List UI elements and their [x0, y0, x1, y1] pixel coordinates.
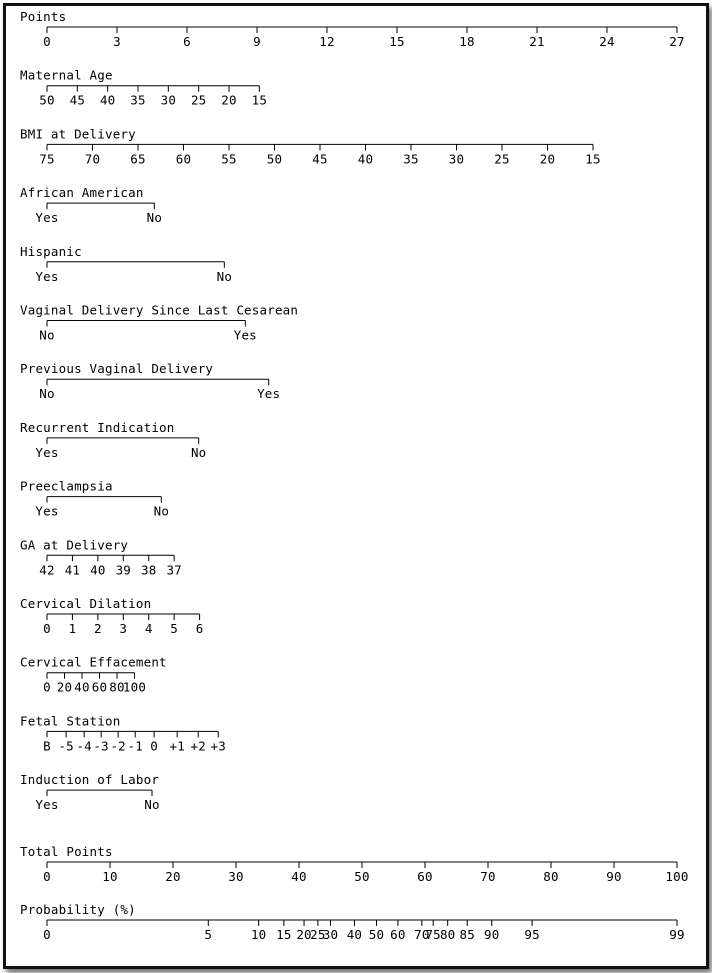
induction-tick-label: No [144, 797, 160, 813]
probability-tick-label: 5 [204, 927, 213, 942]
vbac_since-tick-label: Yes [233, 327, 257, 343]
total_points-tick-label: 100 [665, 869, 689, 884]
effacement-tick-label: 100 [122, 679, 147, 695]
recurrent-tick-label: Yes [35, 444, 59, 460]
ga-tick-label: 42 [39, 562, 55, 578]
station-title: Fetal Station [20, 713, 121, 729]
maternal_age-tick-label: 15 [251, 92, 268, 108]
points-tick-label: 12 [319, 34, 335, 49]
prev_vaginal-title: Previous Vaginal Delivery [20, 361, 214, 377]
dilation-tick-label: 2 [93, 621, 102, 636]
station-tick-label: +1 [169, 738, 185, 754]
bmi-tick-label: 70 [84, 151, 101, 167]
bmi-tick-label: 35 [403, 151, 419, 167]
bmi-tick-label: 30 [448, 151, 465, 167]
ga-title: GA at Delivery [20, 537, 129, 553]
total_points-tick-label: 50 [354, 869, 370, 884]
probability-tick-label: 80 [439, 927, 456, 942]
dilation-tick-label: 4 [144, 621, 153, 636]
hispanic-tick-label: Yes [35, 268, 59, 284]
african_american-tick-label: Yes [35, 210, 59, 226]
probability-tick-label: 25 [310, 927, 326, 942]
probability-tick-label: 10 [250, 927, 267, 942]
points-tick-label: 18 [459, 34, 475, 49]
station-tick-label: -5 [58, 738, 74, 754]
hispanic-tick-label: No [216, 268, 233, 284]
effacement-tick-label: 80 [109, 679, 125, 695]
total_points-tick-label: 80 [543, 869, 559, 884]
maternal_age-tick-label: 45 [69, 92, 86, 108]
probability-tick-label: 90 [484, 927, 500, 942]
dilation-tick-label: 3 [119, 621, 128, 636]
points-tick-label: 0 [43, 34, 51, 49]
effacement-tick-label: 0 [43, 679, 51, 695]
station-tick-label: -1 [127, 738, 143, 754]
station-tick-label: B [43, 738, 51, 754]
recurrent-tick-label: No [190, 444, 207, 460]
dilation-tick-label: 1 [68, 621, 77, 636]
total_points-tick-label: 90 [606, 869, 622, 884]
probability-tick-label: 0 [43, 927, 51, 942]
total_points-tick-label: 30 [228, 869, 244, 884]
points-tick-label: 27 [669, 34, 685, 49]
prev_vaginal-tick-label: Yes [257, 386, 281, 402]
points-tick-label: 15 [389, 34, 405, 49]
probability-tick-label: 60 [390, 927, 406, 942]
probability-tick-label: 40 [346, 927, 363, 942]
ga-tick-label: 40 [90, 562, 106, 578]
total_points-tick-label: 40 [291, 869, 307, 884]
effacement-tick-label: 40 [74, 679, 90, 695]
maternal_age-tick-label: 30 [160, 92, 177, 108]
maternal_age-title: Maternal Age [20, 67, 113, 83]
maternal_age-tick-label: 50 [39, 92, 55, 108]
maternal_age-tick-label: 20 [221, 92, 237, 108]
ga-tick-label: 39 [115, 562, 132, 578]
total_points-tick-label: 20 [165, 869, 181, 884]
preeclampsia-tick-label: Yes [35, 503, 59, 519]
ga-tick-label: 38 [141, 562, 157, 578]
ga-tick-label: 41 [64, 562, 81, 578]
bmi-tick-label: 20 [539, 151, 556, 167]
points-tick-label: 6 [183, 34, 191, 49]
african_american-tick-label: No [146, 210, 163, 226]
points-tick-label: 9 [253, 34, 261, 49]
bmi-tick-label: 40 [357, 151, 374, 167]
maternal_age-tick-label: 35 [130, 92, 146, 108]
probability-tick-label: 95 [524, 927, 540, 942]
bmi-tick-label: 55 [221, 151, 237, 167]
maternal_age-tick-label: 40 [99, 92, 116, 108]
bmi-tick-label: 45 [312, 151, 328, 167]
nomogram-frame [3, 3, 709, 969]
bmi-tick-label: 75 [39, 151, 55, 167]
bmi-tick-label: 60 [175, 151, 192, 167]
probability-tick-label: 50 [368, 927, 385, 942]
probability-tick-label: 15 [276, 927, 292, 942]
bmi-tick-label: 50 [266, 151, 283, 167]
hispanic-title: Hispanic [20, 243, 82, 259]
prev_vaginal-tick-label: No [39, 386, 55, 402]
bmi-tick-label: 65 [130, 151, 146, 167]
points-tick-label: 24 [599, 34, 615, 49]
african_american-title: African American [20, 185, 144, 201]
dilation-tick-label: 0 [43, 621, 51, 636]
probability-tick-label: 20 [296, 927, 312, 942]
probability-title: Probability (%) [20, 902, 136, 917]
dilation-title: Cervical Dilation [20, 596, 152, 611]
bmi-tick-label: 15 [585, 151, 601, 167]
vbac_since-tick-label: No [39, 327, 55, 343]
total_points-tick-label: 60 [417, 869, 433, 884]
station-tick-label: +2 [190, 738, 206, 754]
points-tick-label: 3 [113, 34, 121, 49]
station-tick-label: 0 [150, 738, 158, 754]
effacement-tick-label: 60 [91, 679, 108, 695]
nomogram-chart [6, 6, 706, 966]
station-tick-label: -3 [93, 738, 109, 754]
station-tick-label: -2 [110, 738, 126, 754]
total_points-title: Total Points [20, 844, 113, 859]
total_points-tick-label: 10 [102, 869, 118, 884]
bmi-title: BMI at Delivery [20, 126, 136, 142]
probability-tick-label: 85 [459, 927, 475, 942]
total_points-tick-label: 70 [480, 869, 496, 884]
effacement-title: Cervical Effacement [20, 654, 167, 670]
preeclampsia-title: Preeclampsia [20, 478, 113, 494]
station-tick-label: +3 [210, 738, 226, 754]
vbac_since-title: Vaginal Delivery Since Last Cesarean [20, 302, 299, 318]
probability-tick-label: 99 [669, 927, 685, 942]
station-tick-label: -4 [76, 738, 92, 754]
dilation-tick-label: 6 [195, 621, 204, 636]
maternal_age-tick-label: 25 [190, 92, 207, 108]
probability-tick-label: 75 [425, 927, 441, 942]
effacement-tick-label: 20 [56, 679, 73, 695]
dilation-tick-label: 5 [170, 621, 179, 636]
induction-title: Induction of Labor [20, 772, 160, 788]
preeclampsia-tick-label: No [153, 503, 170, 519]
probability-tick-label: 30 [322, 927, 339, 942]
induction-tick-label: Yes [35, 797, 59, 813]
probability-tick-label: 70 [414, 927, 430, 942]
bmi-tick-label: 25 [494, 151, 510, 167]
points-tick-label: 21 [529, 34, 545, 49]
ga-tick-label: 37 [166, 562, 182, 578]
points-title: Points [20, 9, 67, 24]
recurrent-title: Recurrent Indication [20, 419, 175, 435]
total_points-tick-label: 0 [43, 869, 51, 884]
